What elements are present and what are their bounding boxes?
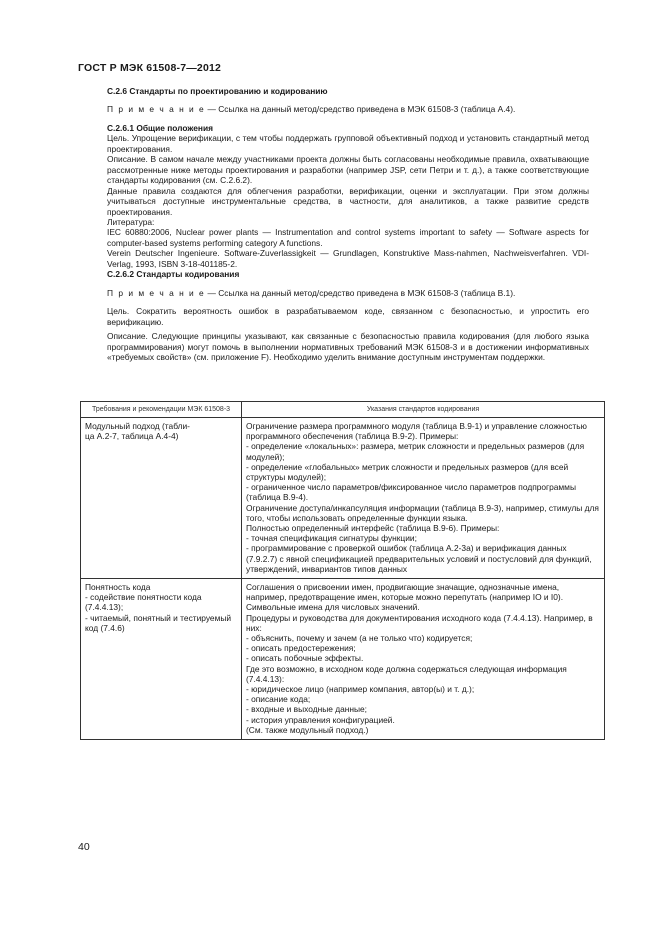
cell-line: ца А.2-7, таблица А.4-4)	[85, 431, 179, 442]
cell-line: - юридическое лицо (например компания, автор(ы) и т. д.);	[246, 684, 475, 695]
cell-line: Полностью определенный интерфейс (таблица В.9-6). Примеры:	[246, 523, 500, 534]
paragraph: Описание. Следующие принципы указывают, как связанные с безопасностью правила кодирования (для любого языка программирования) могут помочь в выполнении нормативных требований МЭК 61508-3 и в достижении информативных «требуемых свойств» (см. приложение F). Необходимо уделить внимание доступным инструментам поддержки.	[107, 331, 589, 362]
reference-item: Verein Deutscher Ingenieure. Software-Zuverlassigkeit — Grundlagen, Konstruktive Mass-nahmen, Nachweisverfahren. VDI-Verlag, 1993, ISBN 3-18-401185-2.	[107, 248, 589, 269]
cell-line: - определение «глобальных» метрик сложности и предельных размеров (для всей структуры модулей);	[246, 461, 569, 483]
paragraph: Описание. В самом начале между участниками проекта должны быть согласованы необходимые правила, охватывающие рассмотренные ниже методы проектирования и разработки (например JSP, сети Петри и т. д.), а также соответствующие стандарты кодирования (см. С.2.6.2).	[107, 154, 589, 186]
reference-item: IEC 60880:2006, Nuclear power plants — Instrumentation and control systems important to safety — Software aspects for computer-based systems performing category A functions.	[107, 227, 589, 248]
cell-line: - описание кода;	[246, 694, 311, 705]
cell-line: - история управления конфигурацией.	[246, 714, 395, 725]
section-title: С.2.6 Стандарты по проектированию и кодированию	[107, 86, 328, 96]
cell-line: - содействие понятности кода (7.4.4.13);	[85, 592, 202, 613]
note-label: П р и м е ч а н и е	[107, 287, 206, 298]
cell-line: Ограничение размера программного модуля (таблица В.9-1) и управление сложностью программного обеспечения (таблица В.9-2). Примеры:	[246, 421, 587, 442]
cell-line: - программирование с проверкой ошибок (таблица А.2-3а) и верификация данных (7.9.2.7) с явной спецификацией предварительных условий и постусловий для функций, утверждений, инвариантов типов данных	[246, 543, 592, 574]
paragraph: Цель. Сократить вероятность ошибок в разрабатываемом коде, связанном с безопасностью, и упростить его верификацию.	[107, 306, 589, 327]
note-text: — Ссылка на данный метод/средство приведена в МЭК 61508-3 (таблица В.1).	[205, 287, 516, 298]
cell-line: Где это возможно, в исходном коде должна содержаться следующая информация (7.4.4.13):	[246, 663, 567, 684]
requirement-cell	[81, 418, 242, 579]
requirement-cell	[81, 579, 242, 740]
cell-line: Соглашения о присвоении имен, продвигающие значащие, однозначные имена, например, предотвращение имен, которые можно перепутать (например IO и I0).	[246, 582, 564, 603]
subsection-title-general: С.2.6.1 Общие положения	[107, 122, 213, 133]
table-row	[81, 579, 605, 740]
coding-standards-table	[80, 401, 605, 740]
table-header-row	[81, 402, 605, 418]
literature-label: Литература:	[107, 216, 155, 227]
cell-line: Символьные имена для числовых значений.	[246, 602, 420, 613]
note-label: П р и м е ч а н и е	[107, 104, 206, 115]
table-row	[81, 418, 605, 579]
cell-line: - описать побочные эффекты.	[246, 653, 364, 664]
paragraph: Данные правила создаются для облегчения разработки, верификации, оценки и эксплуатации. При этом должны учитываться доступные инструментальные средства, в частности, для аналитиков, а также развитие средств проектирования.	[107, 185, 589, 217]
cell-line: Понятность кода	[85, 582, 151, 593]
cell-line: - входные и выходные данные;	[246, 704, 368, 715]
cell-line: - читаемый, понятный и тестируемый код (7.4.6)	[85, 612, 232, 633]
note	[107, 104, 589, 114]
cell-line: - определение «локальных»: размера, метрик сложности и предельных размеров (для модулей);	[246, 441, 585, 462]
note-text: — Ссылка на данный метод/средство приведена в МЭК 61508-3 (таблица А.4).	[205, 104, 516, 115]
document-header: ГОСТ Р МЭК 61508-7—2012	[78, 62, 222, 74]
guidance-cell	[242, 579, 605, 740]
cell-line: - ограниченное число параметров/фиксированное число параметров подпрограммы (таблица В.9-4).	[246, 482, 576, 503]
cell-line: Ограничение доступа/инкапсуляция информации (таблица В.9-3), например, стимулы для того, чтобы использовать определенные функции языка.	[246, 502, 599, 523]
cell-line: - точная спецификация сигнатуры функции;	[246, 533, 417, 544]
cell-line: (См. также модульный подход.)	[246, 724, 369, 735]
column-header-guidance: Указания стандартов кодирования	[242, 402, 605, 418]
paragraph: Цель. Упрощение верификации, с тем чтобы поддержать групповой объективный подход и установить стандартный метод проектирования.	[107, 133, 589, 154]
main-content	[107, 86, 589, 362]
cell-line: Модульный подход (табли-	[85, 421, 190, 431]
cell-line: - описать предостережения;	[246, 643, 356, 654]
column-header-requirements: Требования и рекомендации МЭК 61508-3	[81, 402, 242, 418]
cell-line: Процедуры и руководства для документирования исходного кода (7.4.4.13). Например, в них:	[246, 612, 593, 633]
guidance-cell	[242, 418, 605, 579]
page-number: 40	[78, 841, 90, 853]
cell-line: - объяснить, почему и зачем (а не только что) кодируется;	[246, 633, 473, 644]
subsection-title-coding: С.2.6.2 Стандарты кодирования	[107, 269, 240, 280]
note	[107, 288, 589, 298]
